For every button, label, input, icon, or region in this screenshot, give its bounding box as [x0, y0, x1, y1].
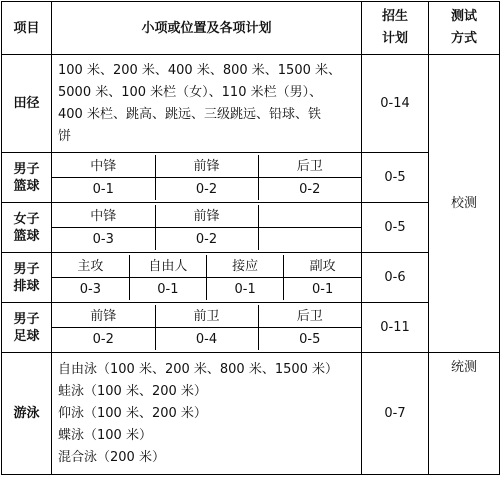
row-tianjing-name: 田径	[2, 55, 52, 153]
football-m-val: 0-4	[155, 328, 258, 351]
swim-line: 混合泳（200 米）	[58, 449, 165, 465]
basket-m-pos: 前锋	[155, 155, 258, 178]
volley-m-val: 0-1	[284, 278, 361, 301]
header-project: 项目	[2, 2, 52, 55]
basket-m-val: 0-2	[155, 178, 258, 201]
basket-f-positions	[52, 203, 362, 253]
basket-f-pos: 中锋	[90, 208, 117, 224]
tianjing-line: 5000 米、100 米栏（女）、110 米栏（男）、	[58, 84, 323, 100]
volley-m-plan: 0-6	[362, 253, 429, 303]
football-m-val: 0-2	[52, 328, 155, 351]
basket-m-pos: 后卫	[258, 155, 361, 178]
row-football-m-name: 男子 足球	[2, 303, 52, 353]
football-m-positions	[52, 303, 362, 353]
basket-m-val: 0-2	[258, 178, 361, 201]
basket-f-pos	[258, 205, 361, 228]
swim-items	[52, 353, 362, 475]
swim-line: 仰泳（100 米、200 米）	[58, 405, 207, 421]
swim-line: 蝶泳（100 米）	[58, 427, 152, 443]
swim-plan: 0-7	[362, 353, 429, 475]
tianjing-plan: 0-14	[362, 55, 429, 153]
basket-f-pos: 前锋	[155, 205, 258, 228]
header-plan: 招生计划	[362, 2, 429, 55]
basket-f-plan: 0-5	[362, 203, 429, 253]
volley-m-pos: 自由人	[129, 255, 206, 278]
method-unified: 统测	[429, 353, 500, 475]
football-m-pos: 后卫	[258, 305, 361, 328]
volley-m-pos: 主攻	[77, 258, 104, 274]
row-basket-f-name: 女子 篮球	[2, 203, 52, 253]
row-basket-m-name: 男子 篮球	[2, 153, 52, 203]
football-m-pos: 前锋	[90, 308, 117, 324]
swim-line: 蛙泳（100 米、200 米）	[58, 383, 207, 399]
football-m-val: 0-5	[258, 328, 361, 351]
method-school: 校测	[429, 55, 500, 353]
tianjing-line: 400 米栏、跳高、跳远、三级跳远、铅球、铁	[58, 106, 321, 122]
volley-m-val: 0-3	[52, 278, 129, 301]
tianjing-items	[52, 55, 362, 153]
tianjing-line: 饼	[58, 128, 72, 144]
basket-m-plan: 0-5	[362, 153, 429, 203]
basket-m-val: 0-1	[52, 178, 155, 201]
football-m-plan: 0-11	[362, 303, 429, 353]
row-swim-name: 游泳	[2, 353, 52, 475]
volley-m-val: 0-1	[207, 278, 284, 301]
row-volley-m-name: 男子 排球	[2, 253, 52, 303]
basket-f-val	[258, 228, 361, 251]
volley-m-pos: 接应	[207, 255, 284, 278]
header-items: 小项或位置及各项计划	[52, 2, 362, 55]
swim-line: 自由泳（100 米、200 米、800 米、1500 米）	[58, 361, 339, 377]
basket-m-positions	[52, 153, 362, 203]
volley-m-pos: 副攻	[284, 255, 361, 278]
basket-f-val: 0-3	[52, 228, 155, 251]
volley-m-val: 0-1	[129, 278, 206, 301]
header-method: 测试方式	[429, 2, 500, 55]
admission-plan-table	[1, 1, 500, 475]
basket-f-val: 0-2	[155, 228, 258, 251]
football-m-pos: 前卫	[155, 305, 258, 328]
tianjing-line: 100 米、200 米、400 米、800 米、1500 米、	[58, 62, 341, 78]
volley-m-positions	[52, 253, 362, 303]
basket-m-pos: 中锋	[90, 158, 117, 174]
